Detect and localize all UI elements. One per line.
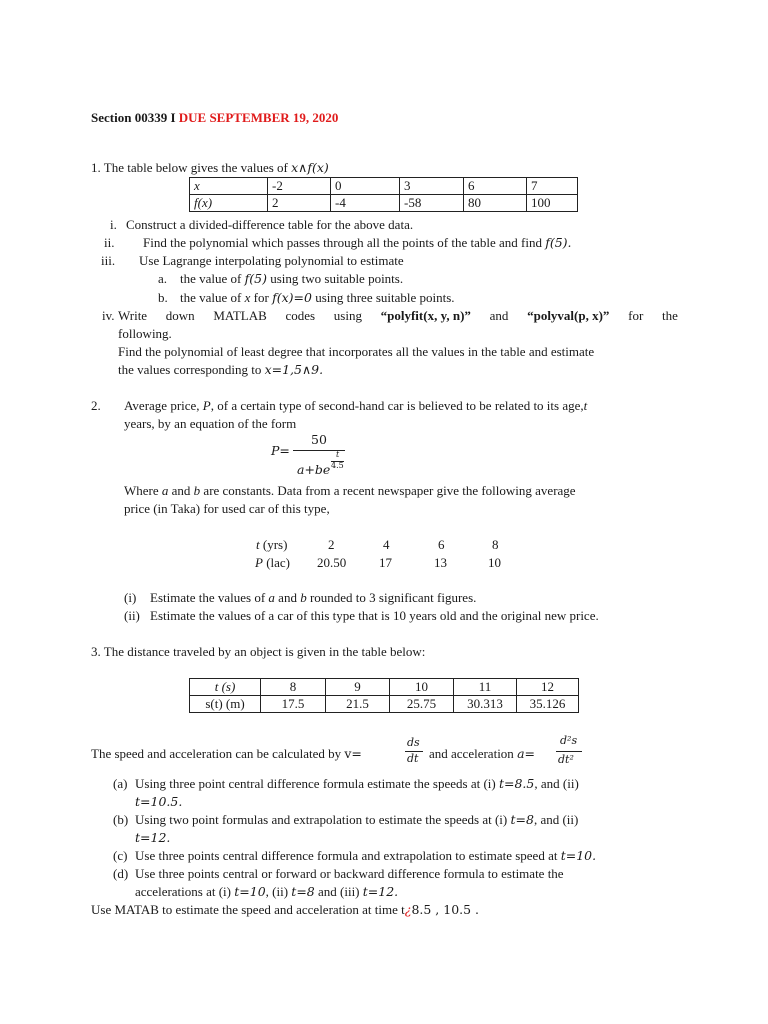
item-text: Construct a divided-difference table for the above data. <box>126 217 414 232</box>
part-math: t=8 <box>510 812 534 827</box>
q1-iv-line4 <box>118 362 323 378</box>
q3-part-b <box>113 812 579 828</box>
a-equals: a= <box>517 746 535 761</box>
q1-subitem-b <box>158 290 455 306</box>
q3-a-denominator: dt² <box>558 753 574 766</box>
q1-item-iv <box>102 308 678 324</box>
q3-a-numerator: d²s <box>560 734 578 747</box>
word: codes <box>285 308 316 323</box>
var-t: t <box>583 398 588 413</box>
line-text: and <box>168 483 194 498</box>
subitem-text: using two suitable points. <box>266 271 404 286</box>
q2-part-i <box>124 590 477 606</box>
table-row <box>190 195 578 212</box>
q2-eq-denominator: a+be <box>297 462 331 477</box>
q3-intro: 3. The distance traveled by an object is given in the table below: <box>91 644 426 659</box>
part-label: (a) <box>113 776 128 791</box>
part-text: , and (ii) <box>534 776 579 791</box>
q3-speed-line <box>91 746 362 762</box>
q3-part-b-line2: t=12. <box>135 830 171 845</box>
q1-item-ii <box>104 235 572 251</box>
q3-part-c <box>113 848 597 864</box>
q3-part-a <box>113 776 579 792</box>
word: down <box>165 308 195 323</box>
var-a: a <box>161 483 169 498</box>
q2-p-value: 13 <box>434 555 447 570</box>
table-cell: 9 <box>326 679 390 696</box>
q1-iv-line2: following. <box>118 326 172 341</box>
word: Write <box>118 308 148 323</box>
part-text: Estimate the values of <box>150 590 269 605</box>
var-P: P <box>255 555 263 570</box>
line-text: The speed and acceleration can be calculated by <box>91 746 345 761</box>
unit: (lac) <box>262 555 291 570</box>
q2-where-line1 <box>124 483 576 499</box>
subitem-text: the value of <box>180 271 245 286</box>
subitem-var: x <box>244 290 251 305</box>
q1-intro-math: x∧f(x) <box>291 160 329 175</box>
q2-eq-exp-denominator: 4.5 <box>331 461 344 470</box>
table-cell: x <box>190 178 268 195</box>
part-text: rounded to 3 significant figures. <box>306 590 477 605</box>
table-cell: 3 <box>400 178 464 195</box>
part-label: (ii) <box>124 608 140 623</box>
unit: (yrs) <box>259 537 288 552</box>
part-math: t=10 <box>234 884 266 899</box>
table-cell: 25.75 <box>390 696 454 713</box>
q2-p-value: 20.50 <box>317 555 347 570</box>
q1-iv-line3: Find the polynomial of least degree that incorporates all the values in the table and estimate <box>118 344 595 359</box>
table-cell: 7 <box>527 178 578 195</box>
q2-t-value: 2 <box>328 537 335 552</box>
table-cell: s(t) (m) <box>190 696 261 713</box>
line-math: x=1,5∧9. <box>264 362 324 377</box>
table-cell: 11 <box>454 679 517 696</box>
q2-p-value: 17 <box>379 555 392 570</box>
var-b: b <box>193 483 201 498</box>
table-cell: 12 <box>517 679 579 696</box>
word: MATLAB <box>213 308 267 323</box>
item-math: f(5). <box>545 235 572 250</box>
table-cell: 8 <box>261 679 326 696</box>
table-row <box>190 679 579 696</box>
part-math: t=8.5 <box>498 776 535 791</box>
due-date: DUE SEPTEMBER 19, 2020 <box>178 110 339 125</box>
word: for <box>628 308 644 323</box>
q2-t-label <box>256 537 287 553</box>
part-label: (c) <box>113 848 128 863</box>
q3-v-numerator: ds <box>407 736 420 749</box>
q3-part-a-line2: t=10.5. <box>135 794 183 809</box>
q2-line2: years, by an equation of the form <box>124 416 297 431</box>
subitem-text: for <box>250 290 273 305</box>
part-math: t=8 <box>291 884 315 899</box>
var-t: t <box>256 537 260 552</box>
subitem-math: f(5) <box>244 271 267 286</box>
code-polyfit: “polyfit(x, y, n)” <box>380 308 471 323</box>
item-number: i. <box>110 217 117 232</box>
subitem-label: b. <box>158 290 168 305</box>
q2-eq-lhs: P= <box>271 443 290 458</box>
q2-p-label <box>255 555 290 571</box>
line-text: and acceleration <box>429 746 518 761</box>
var-b: b <box>300 590 307 605</box>
subitem-label: a. <box>158 271 168 286</box>
table-cell: 21.5 <box>326 696 390 713</box>
q1-intro-text: 1. The table below gives the values of <box>91 160 292 175</box>
item-number: iii. <box>101 253 116 268</box>
q3-a-fraction-bar <box>556 751 582 752</box>
part-text: and <box>274 590 301 605</box>
table-row <box>190 178 578 195</box>
part-text: , and (ii) <box>533 812 579 827</box>
line-text: Average price, <box>124 398 203 413</box>
part-text: and (iii) <box>314 884 363 899</box>
part-math: t=12. <box>362 884 399 899</box>
line-text: the values corresponding to <box>118 362 265 377</box>
q2-p-value: 10 <box>488 555 501 570</box>
table-cell: 80 <box>464 195 527 212</box>
q1-data-table <box>189 177 578 212</box>
var-P: P <box>202 398 211 413</box>
q1-intro <box>91 160 329 176</box>
q3-part-d <box>113 866 564 882</box>
word: and <box>489 308 509 323</box>
q3-data-table <box>189 678 579 713</box>
q2-eq-numerator: 50 <box>311 432 327 447</box>
table-cell: 35.126 <box>517 696 579 713</box>
garbled-glyph: ¿ <box>404 902 412 917</box>
part-text: , (ii) <box>265 884 292 899</box>
part-text: Using two point formulas and extrapolation to estimate the speeds at (i) <box>135 812 511 827</box>
item-text: Use Lagrange interpolating polynomial to estimate <box>139 253 404 268</box>
q2-t-value: 4 <box>383 537 390 552</box>
table-cell: f(x) <box>190 195 268 212</box>
table-cell: 30.313 <box>454 696 517 713</box>
word: using <box>333 308 362 323</box>
q2-line1 <box>124 398 587 414</box>
q3-v-denominator: dt <box>407 752 419 765</box>
part-label: (i) <box>124 590 137 605</box>
subitem-math: f(x)=0 <box>272 290 312 305</box>
subitem-text: using three suitable points. <box>311 290 455 305</box>
q2-t-value: 8 <box>492 537 499 552</box>
line-text: are constants. Data from a recent newspaper give the following average <box>200 483 576 498</box>
item-iv-justified-line <box>118 308 678 324</box>
table-cell: 10 <box>390 679 454 696</box>
q3-final-line <box>91 902 479 918</box>
item-number: ii. <box>104 235 115 250</box>
line-text: Where <box>124 483 162 498</box>
part-math: t=10. <box>560 848 597 863</box>
part-text: Use three points central difference formula and extrapolation to estimate speed at <box>135 848 561 863</box>
part-text: Using three point central difference formula estimate the speeds at (i) <box>135 776 499 791</box>
part-text: accelerations at (i) <box>135 884 235 899</box>
part-label: (b) <box>113 812 129 827</box>
part-text: Use three points central or forward or backward difference formula to estimate the <box>135 866 564 881</box>
table-cell: 100 <box>527 195 578 212</box>
section-header <box>91 110 338 126</box>
q2-t-value: 6 <box>438 537 445 552</box>
section-number: Section 00339 I <box>91 110 176 125</box>
word: the <box>661 308 678 323</box>
table-cell: t (s) <box>190 679 261 696</box>
item-number: iv. <box>102 308 115 323</box>
var-a: a <box>268 590 275 605</box>
q2-where-line2: price (in Taka) for used car of this type, <box>124 501 330 516</box>
table-row <box>190 696 579 713</box>
table-cell: 6 <box>464 178 527 195</box>
subitem-text: the value of <box>180 290 245 305</box>
item-text: Find the polynomial which passes through all the points of the table and find <box>143 235 546 250</box>
line-math: 8.5 , 10.5 . <box>411 902 480 917</box>
part-label: (d) <box>113 866 129 881</box>
line-text: Use MATAB to estimate the speed and acceleration at time t <box>91 902 405 917</box>
part-text: Estimate the values of a car of this type that is 10 years old and the original new price. <box>150 608 599 623</box>
line-text: , of a certain type of second-hand car is believed to be related to its age, <box>210 398 584 413</box>
q2-eq-exp-numerator: t <box>336 450 340 459</box>
table-cell: 2 <box>268 195 331 212</box>
q1-subitem-a <box>158 271 404 287</box>
code-polyval: “polyval(p, x)” <box>527 308 610 323</box>
q3-part-d-line2 <box>135 884 398 900</box>
q2-number: 2. <box>91 398 101 413</box>
v-equals: v= <box>344 746 362 761</box>
q3-acc-label <box>429 746 535 762</box>
q1-item-i <box>110 217 414 233</box>
table-cell: -58 <box>400 195 464 212</box>
table-cell: 17.5 <box>261 696 326 713</box>
q2-part-ii <box>124 608 599 624</box>
table-cell: -2 <box>268 178 331 195</box>
table-cell: -4 <box>331 195 400 212</box>
q1-item-iii <box>101 253 404 269</box>
table-cell: 0 <box>331 178 400 195</box>
